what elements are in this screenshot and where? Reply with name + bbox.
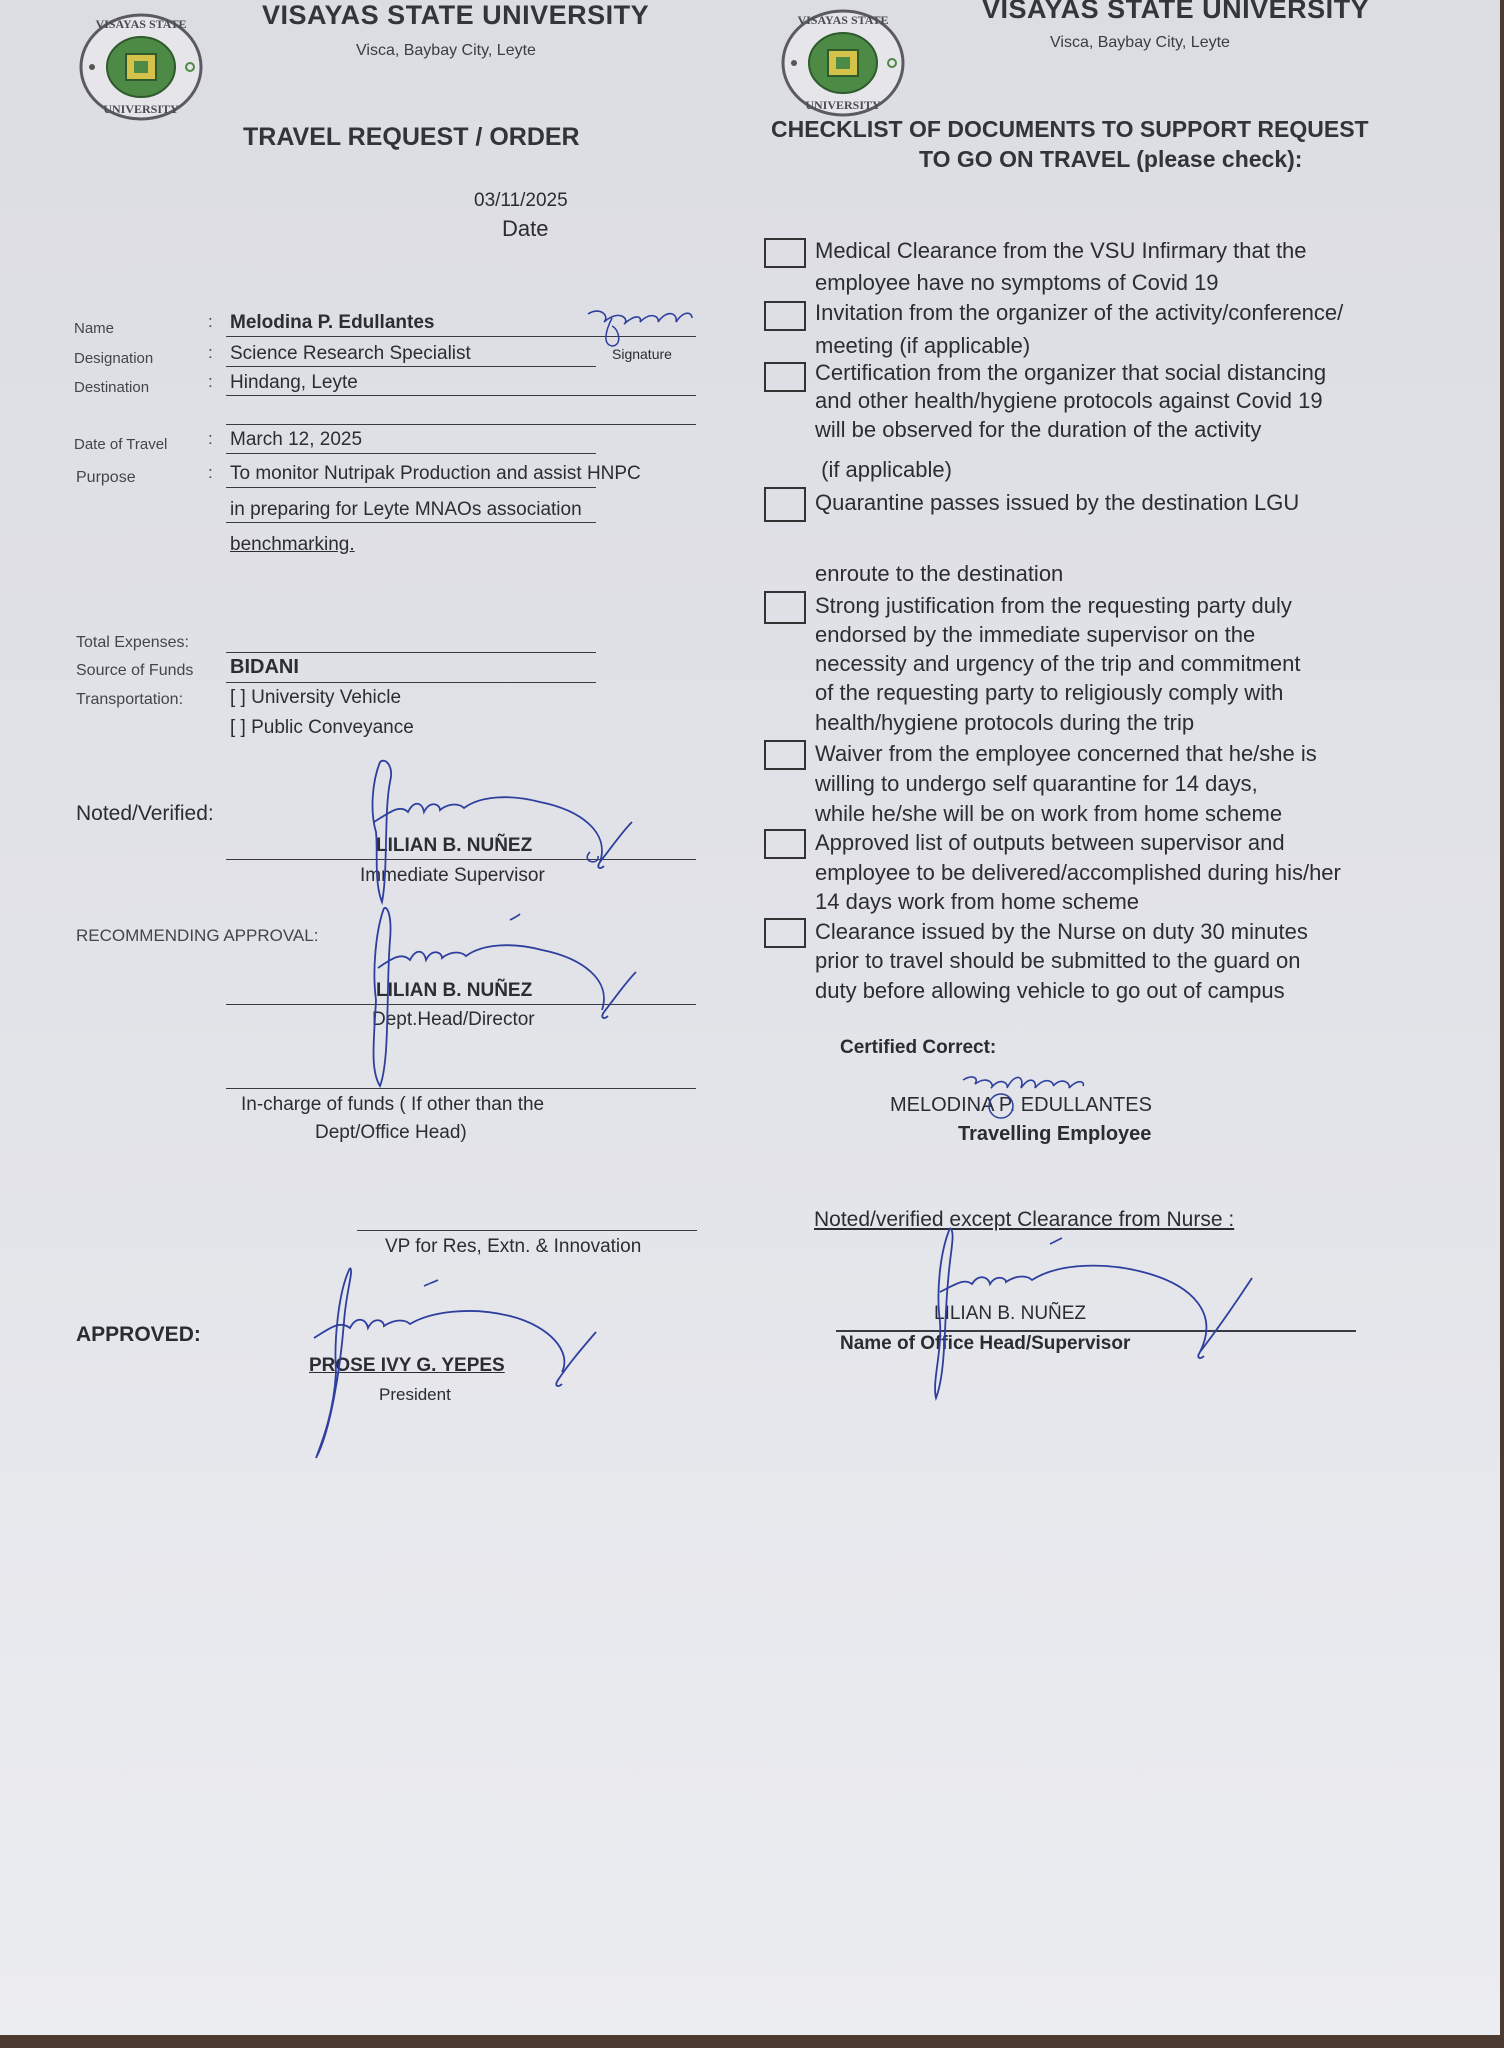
approved-title: President [379, 1385, 451, 1404]
colon: : [208, 372, 213, 391]
checklist-title-line1: CHECKLIST OF DOCUMENTS TO SUPPORT REQUEST [771, 116, 1369, 142]
seal-text-bottom: UNIVERSITY [805, 98, 881, 112]
checklist-item-text: Strong justification from the requesting party duly [815, 593, 1292, 618]
date-of-travel-value: March 12, 2025 [230, 429, 363, 450]
vp-label: VP for Res, Extn. & Innovation [385, 1236, 642, 1257]
university-name-right: VISAYAS STATE UNIVERSITY [982, 0, 1370, 24]
noted-supervisor-name: LILIAN B. NUÑEZ [376, 835, 533, 856]
checklist-title-line2: TO GO ON TRAVEL (please check): [919, 146, 1303, 172]
name-label: Name [74, 320, 115, 337]
designation-underline [226, 366, 596, 367]
funds-label-line2: Dept/Office Head) [315, 1122, 467, 1143]
checklist-checkbox[interactable] [764, 362, 806, 392]
checklist-checkbox[interactable] [764, 487, 806, 522]
checklist-checkbox[interactable] [764, 301, 806, 331]
checklist-item-text: Quarantine passes issued by the destination LGU [815, 490, 1300, 515]
checklist-item-text: duty before allowing vehicle to go out of campus [815, 978, 1285, 1003]
checklist-item-text: Clearance issued by the Nurse on duty 30 minutes [815, 919, 1308, 944]
university-seal-right [780, 8, 906, 118]
checklist-item-text: meeting (if applicable) [815, 333, 1031, 358]
transportation-label: Transportation: [76, 691, 184, 708]
transport-option-university-vehicle[interactable]: [ ] University Vehicle [230, 687, 402, 708]
checklist-item-text: will be observed for the duration of the activity [815, 417, 1262, 442]
travel-request-title: TRAVEL REQUEST / ORDER [243, 123, 580, 151]
date-label: Date [502, 216, 549, 241]
recommending-name: LILIAN B. NUÑEZ [376, 980, 533, 1001]
office-head-name: LILIAN B. NUÑEZ [934, 1303, 1087, 1324]
purpose-line3: benchmarking. [230, 534, 355, 555]
checklist-item-text: Invitation from the organizer of the activity/conference/ [815, 300, 1344, 325]
checklist-item-text: Certification from the organizer that social distancing [815, 360, 1327, 385]
checklist-item-text: (if applicable) [815, 457, 952, 482]
checklist-item-text: Medical Clearance from the VSU Infirmary that the [815, 238, 1307, 263]
seal-text-top: VISAYAS STATE [797, 13, 889, 27]
noted-except-label: Noted/verified except Clearance from Nurse : [814, 1208, 1235, 1231]
checklist-item-text: 14 days work from home scheme [815, 889, 1140, 914]
purpose-line2: in preparing for Leyte MNAOs association [230, 499, 582, 520]
source-of-funds-underline [226, 682, 596, 683]
checklist-item-text: and other health/hygiene protocols against Covid 19 [815, 388, 1323, 413]
destination-underline-2 [226, 424, 696, 425]
seal-text-top: VISAYAS STATE [95, 17, 187, 31]
recommending-title: Dept.Head/Director [372, 1009, 535, 1030]
certified-name: MELODINA P. EDULLANTES [890, 1094, 1152, 1116]
checklist-item-text: willing to undergo self quarantine for 14 days, [815, 771, 1258, 796]
funds-label-line1: In-charge of funds ( If other than the [241, 1094, 545, 1115]
name-underline [226, 336, 696, 337]
total-expenses-underline [226, 652, 596, 653]
checklist-item-text: prior to travel should be submitted to the guard on [815, 948, 1301, 973]
signature-label: Signature [612, 346, 672, 362]
destination-underline [226, 395, 696, 396]
checklist-checkbox[interactable] [764, 918, 806, 948]
transport-option-public-conveyance[interactable]: [ ] Public Conveyance [230, 717, 414, 738]
noted-supervisor-title: Immediate Supervisor [360, 865, 545, 886]
certified-title: Travelling Employee [958, 1123, 1152, 1145]
checklist-checkbox[interactable] [764, 740, 806, 770]
supervisor-signature [360, 752, 640, 912]
designation-value: Science Research Specialist [230, 343, 471, 364]
certified-correct-label: Certified Correct: [840, 1037, 997, 1058]
checklist-checkbox[interactable] [764, 829, 806, 859]
university-seal-left [78, 12, 204, 122]
checklist-item-text: employee have no symptoms of Covid 19 [815, 270, 1219, 295]
purpose-line1: To monitor Nutripak Production and assist HNPC [230, 463, 641, 484]
checklist-item-text: necessity and urgency of the trip and commitment [815, 651, 1301, 676]
vp-signature-line [357, 1230, 697, 1231]
colon: : [208, 463, 213, 482]
date-value: 03/11/2025 [474, 190, 568, 211]
purpose-underline-1 [226, 487, 596, 488]
checklist-item-text: of the requesting party to religiously comply with [815, 680, 1284, 705]
checklist-item-text: employee to be delivered/accomplished during his/her [815, 860, 1341, 885]
source-of-funds-label: Source of Funds [76, 662, 194, 679]
university-address-right: Visca, Baybay City, Leyte [1050, 34, 1230, 51]
name-value: Melodina P. Edullantes [230, 312, 435, 333]
university-address-left: Visca, Baybay City, Leyte [356, 42, 536, 59]
checklist-checkbox[interactable] [764, 238, 806, 268]
approved-name: PROSE IVY G. YEPES [309, 1355, 505, 1376]
checklist-checkbox[interactable] [764, 591, 806, 624]
employee-signature [580, 300, 700, 350]
checklist-item-text: Waiver from the employee concerned that he/she is [815, 741, 1317, 766]
checklist-item-text: enroute to the destination [815, 561, 1064, 586]
approved-label: APPROVED: [76, 1323, 201, 1346]
seal-text-bottom: UNIVERSITY [103, 102, 179, 116]
date-of-travel-label: Date of Travel [74, 436, 168, 453]
recommending-approval-label: RECOMMENDING APPROVAL: [76, 926, 319, 945]
noted-verified-label: Noted/Verified: [76, 802, 214, 825]
destination-value: Hindang, Leyte [230, 372, 358, 393]
checklist-item-text: endorsed by the immediate supervisor on the [815, 622, 1256, 647]
source-of-funds-value: BIDANI [230, 656, 299, 678]
office-head-signature-line [836, 1330, 1356, 1332]
colon: : [208, 429, 213, 448]
checklist-item-text: Approved list of outputs between supervisor and [815, 830, 1285, 855]
colon: : [208, 343, 213, 362]
funds-signature-line [226, 1088, 696, 1089]
purpose-label: Purpose [76, 469, 136, 486]
designation-label: Designation [74, 350, 154, 367]
recommending-signature-line [226, 1004, 696, 1005]
total-expenses-label: Total Expenses: [76, 634, 189, 651]
noted-signature-line [226, 859, 696, 860]
university-name-left: VISAYAS STATE UNIVERSITY [262, 0, 650, 30]
checklist-item-text: while he/she will be on work from home scheme [815, 801, 1283, 826]
date-of-travel-underline [226, 453, 596, 454]
checklist-item-text: health/hygiene protocols during the trip [815, 710, 1195, 735]
colon: : [208, 312, 213, 331]
destination-label: Destination [74, 379, 150, 396]
office-head-title: Name of Office Head/Supervisor [840, 1333, 1131, 1354]
purpose-underline-2 [226, 522, 596, 523]
